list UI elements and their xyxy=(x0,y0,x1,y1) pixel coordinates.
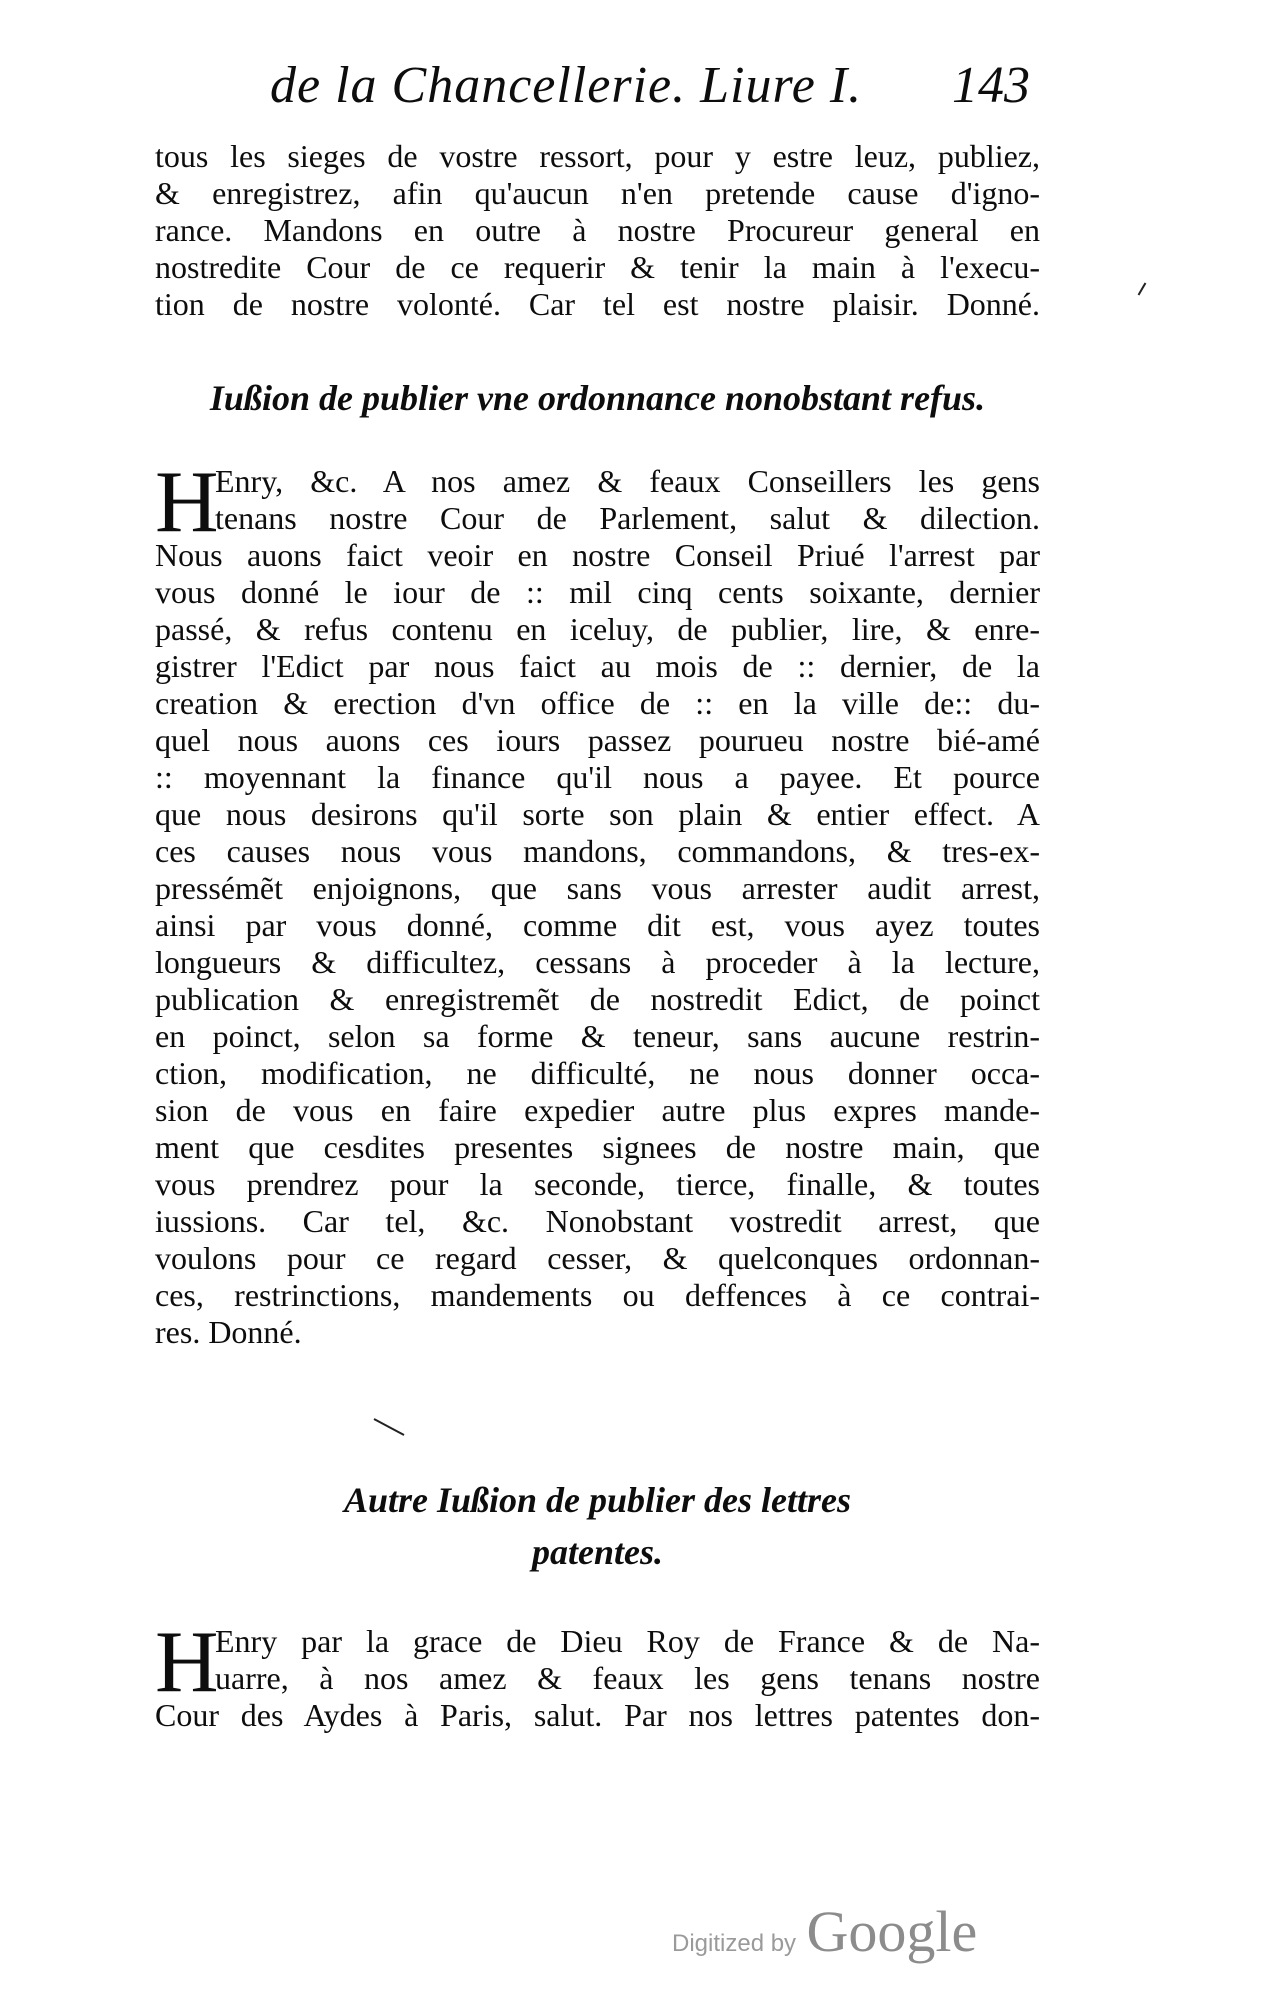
google-logo: Google xyxy=(806,1899,978,1964)
drop-cap: H xyxy=(155,454,219,551)
text-line: Enry, &c. A nos amez & feaux Conseillers les gens xyxy=(215,463,1040,499)
text-line: nostredite Cour de ce requerir & tenir la main à l'execu- xyxy=(155,249,1040,285)
digitization-watermark xyxy=(672,1898,977,1968)
text-line: vous prendrez pour la seconde, tierce, finalle, & toutes xyxy=(155,1166,1040,1202)
text-line: :: moyennant la finance qu'il nous a payee. Et pource xyxy=(155,759,1040,795)
text-line: Enry par la grace de Dieu Roy de France & de Na- xyxy=(215,1623,1040,1659)
section-heading-1: Iußion de publier vne ordonnance nonobstant refus. xyxy=(209,378,986,418)
watermark-prefix: Digitized by xyxy=(672,1930,797,1957)
ink-mark xyxy=(1138,282,1147,295)
running-title: de la Chancellerie. Liure I. xyxy=(270,57,863,114)
text-line: uarre, à nos amez & feaux les gens tenans nostre xyxy=(215,1660,1040,1696)
ink-mark xyxy=(374,1418,405,1436)
section-heading-2: Autre Iußion de publier des lettres xyxy=(343,1480,852,1520)
text-line: tion de nostre volonté. Car tel est nostre plaisir. Donné. xyxy=(155,286,1040,322)
text-line: ces causes nous vous mandons, commandons, & tres-ex- xyxy=(155,833,1040,869)
text-line: Cour des Aydes à Paris, salut. Par nos lettres patentes don- xyxy=(155,1697,1040,1733)
text-line: creation & erection d'vn office de :: en la ville de:: du- xyxy=(155,685,1040,721)
section1-body xyxy=(155,537,1040,1351)
text-line: & enregistrez, afin qu'aucun n'en pretende cause d'igno- xyxy=(155,175,1040,211)
page-header xyxy=(270,56,1030,126)
section2-indented-lines xyxy=(215,1623,1040,1697)
text-line: gistrer l'Edict par nous faict au mois de :: dernier, de la xyxy=(155,648,1040,684)
text-line: sion de vous en faire expedier autre plus expres mande- xyxy=(155,1092,1040,1128)
section-heading-2-cont: patentes. xyxy=(532,1532,663,1572)
text-line: passé, & refus contenu en iceluy, de publier, lire, & enre- xyxy=(155,611,1040,647)
text-line: longueurs & difficultez, cessans à proceder à la lecture, xyxy=(155,944,1040,980)
text-line: voulons pour ce regard cesser, & quelconques ordonnan- xyxy=(155,1240,1040,1276)
text-line: ainsi par vous donné, comme dit est, vous ayez toutes xyxy=(155,907,1040,943)
text-line: Nous auons faict veoir en nostre Conseil Priué l'arrest par xyxy=(155,537,1040,573)
drop-cap: H xyxy=(155,1614,219,1711)
text-line: publication & enregistremẽt de nostredit Edict, de poinct xyxy=(155,981,1040,1017)
text-line: iussions. Car tel, &c. Nonobstant vostredit arrest, que xyxy=(155,1203,1040,1239)
text-line: rance. Mandons en outre à nostre Procureur general en xyxy=(155,212,1040,248)
text-line: que nous desirons qu'il sorte son plain & entier effect. A xyxy=(155,796,1040,832)
text-line: tous les sieges de vostre ressort, pour y estre leuz, publiez, xyxy=(155,138,1040,174)
text-line: en poinct, selon sa forme & teneur, sans aucune restrin- xyxy=(155,1018,1040,1054)
text-line: ment que cesdites presentes signees de nostre main, que xyxy=(155,1129,1040,1165)
text-line: pressémẽt enjoignons, que sans vous arrester audit arrest, xyxy=(155,870,1040,906)
text-line: res. Donné. xyxy=(155,1314,302,1350)
top-paragraph xyxy=(155,138,1040,323)
section2-body xyxy=(155,1697,1040,1734)
text-line: vous donné le iour de :: mil cinq cents soixante, dernier xyxy=(155,574,1040,610)
section1-indented-lines xyxy=(215,463,1040,537)
text-line: ction, modification, ne difficulté, ne nous donner occa- xyxy=(155,1055,1040,1091)
page-number: 143 xyxy=(952,57,1030,114)
text-line: ces, restrinctions, mandements ou deffences à ce contrai- xyxy=(155,1277,1040,1313)
text-line: quel nous auons ces iours passez pourueu nostre bié-amé xyxy=(155,722,1040,758)
text-line: tenans nostre Cour de Parlement, salut & dilection. xyxy=(215,500,1040,536)
